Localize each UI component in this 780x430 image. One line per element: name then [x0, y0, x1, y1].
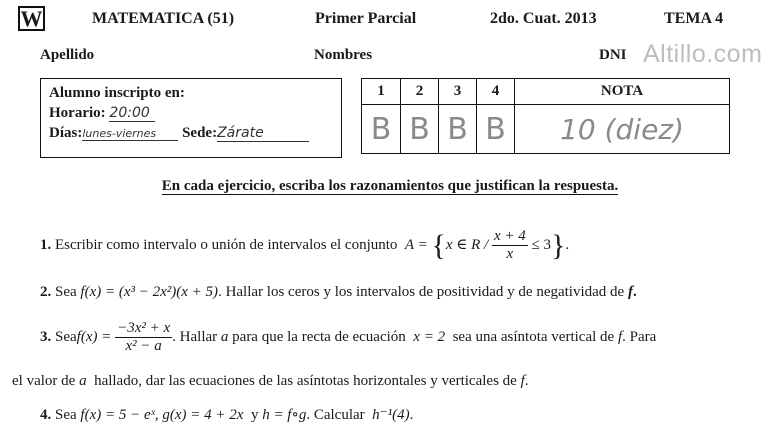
nota-header: NOTA [515, 79, 730, 105]
inscripto-label: Alumno inscripto en: [49, 85, 185, 101]
grade-value-3: B [439, 105, 477, 154]
dias-row [49, 125, 309, 142]
exam-name: Primer Parcial [315, 10, 417, 27]
horario-value: 20:00 [109, 105, 155, 122]
exercise-1-fraction: $\frac{x + 4}{x}$ [493, 228, 526, 263]
tema-label: TEMA 4 [664, 10, 724, 27]
exercise-1: 1. Escribir como intervalo o unión de intervalos el conjunto A = {x ∈ R / $\frac{x + 4}{x}$ ≤ 3}. [40, 228, 570, 263]
watermark-logo: Altillo.com [643, 40, 763, 68]
exercise-3-fraction: $\frac{\text{−3x² + x}}{\text{x² − a}}$ [117, 320, 171, 355]
right-brace: } [550, 228, 566, 262]
grade-value-row [362, 105, 730, 154]
term: 2do. Cuat. 2013 [490, 10, 597, 27]
dni-label: DNI [599, 47, 627, 63]
grade-table [361, 78, 730, 154]
course-name: MATEMATICA (51) [92, 10, 235, 27]
student-info-box [40, 78, 342, 158]
grade-value-1: B [362, 105, 401, 154]
grade-header-3: 3 [439, 79, 477, 105]
grade-header-row [362, 79, 730, 105]
exercise-4: 4. Sea f(x) = 5 − eˣ, g(x) = 4 + 2x y h = f∘g. Calcular h⁻¹(4). [40, 407, 414, 423]
grade-value-4: B [477, 105, 515, 154]
horario-row [49, 105, 155, 122]
exercise-2: 2. Sea f(x) = (x³ − 2x²)(x + 5). Hallar los ceros y los intervalos de positividad y de negatividad de f. [40, 284, 637, 300]
grade-header-1: 1 [362, 79, 401, 105]
grade-value-2: B [401, 105, 439, 154]
nota-value: 10 (diez) [515, 105, 730, 154]
tema-mark: W [20, 5, 43, 31]
dias-label: Días: [49, 125, 83, 141]
left-brace: { [431, 228, 446, 262]
dias-value: lunes-viernes [82, 127, 178, 141]
grade-header-2: 2 [401, 79, 439, 105]
horario-label: Horario: [49, 105, 106, 121]
apellido-label: Apellido [40, 47, 95, 63]
sede-value: Zárate [217, 125, 309, 142]
nombres-label: Nombres [314, 47, 373, 63]
grade-header-4: 4 [477, 79, 515, 105]
exercise-3-line-2: el valor de a hallado, dar las ecuaciones de las asíntotas horizontales y verticales de f. [12, 373, 529, 389]
instruction: En cada ejercicio, escriba los razonamientos que justifican la respuesta. [161, 178, 619, 194]
exercise-3: 3. Seaf(x) = $\frac{\text{−3x² + x}}{\text{x² − a}}$ . Hallar a para que la recta de ecuación x = 2 sea una asíntota vertical de f. Para [40, 320, 657, 355]
tema-mark-box [18, 6, 45, 31]
sede-label: Sede: [182, 125, 218, 141]
